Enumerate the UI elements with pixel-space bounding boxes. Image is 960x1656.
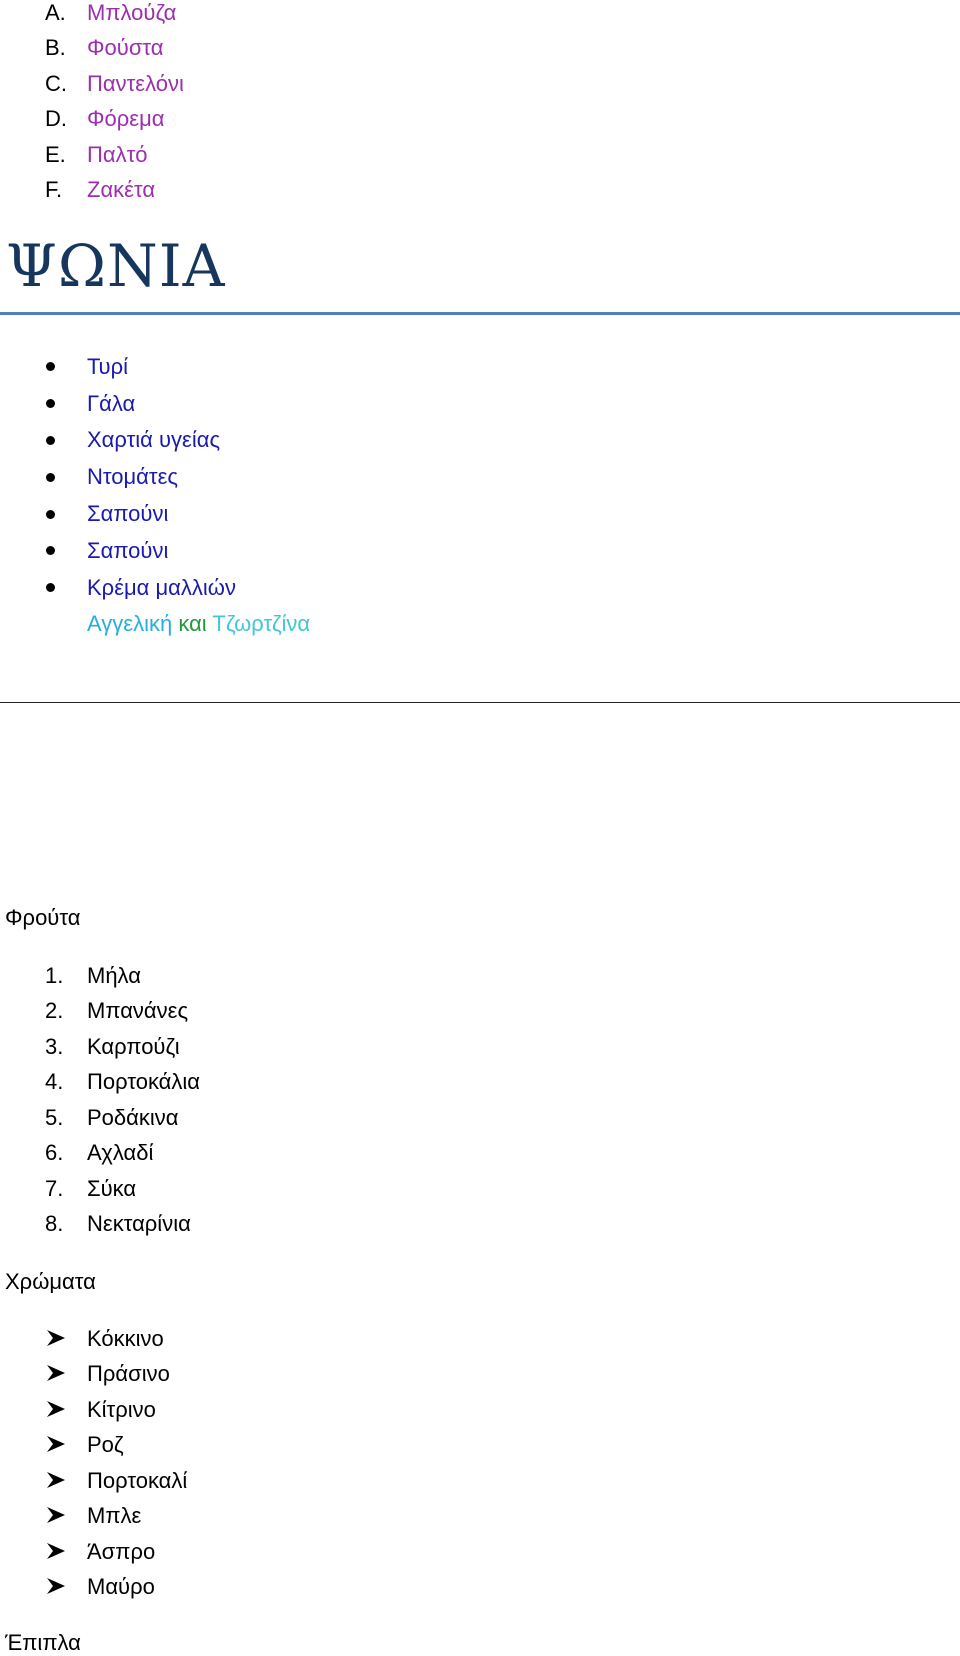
list-marker: 7. xyxy=(45,1176,64,1201)
list-marker: 8. xyxy=(45,1211,64,1236)
list-marker: F. xyxy=(45,177,63,202)
list-marker: 6. xyxy=(45,1140,64,1165)
arrow-bullet-icon xyxy=(46,1471,66,1489)
list-item: Άσπρο xyxy=(87,1539,156,1564)
list-marker: A. xyxy=(45,0,66,25)
bullet-icon xyxy=(46,436,55,445)
name-second: Τζωρτζίνα xyxy=(212,611,311,636)
horizontal-divider xyxy=(0,702,960,703)
arrow-bullet-icon xyxy=(46,1435,66,1453)
name-conjunction: και xyxy=(178,611,207,636)
list-marker: B. xyxy=(45,35,66,60)
list-item: Πορτοκάλια xyxy=(87,1069,200,1094)
bullet-icon xyxy=(46,546,55,555)
list-item: Σύκα xyxy=(87,1176,137,1201)
names-line xyxy=(87,611,310,637)
arrow-bullet-icon xyxy=(46,1400,66,1418)
bullet-icon xyxy=(46,399,55,408)
arrow-bullet-icon xyxy=(46,1506,66,1524)
list-item: Πράσινο xyxy=(87,1361,170,1386)
list-item: Ντομάτες xyxy=(87,464,178,489)
list-item: Πορτοκαλί xyxy=(87,1468,188,1493)
list-marker: 4. xyxy=(45,1069,64,1094)
bullet-icon xyxy=(46,583,55,592)
list-item: Παντελόνι xyxy=(87,71,184,96)
list-item: Φόρεμα xyxy=(87,106,165,131)
list-item: Μπλε xyxy=(87,1503,142,1528)
list-item: Καρπούζι xyxy=(87,1034,180,1059)
bullet-icon xyxy=(46,362,55,371)
arrow-bullet-icon xyxy=(46,1542,66,1560)
list-item: Κρέμα μαλλιών xyxy=(87,575,236,600)
list-item: Μπανάνες xyxy=(87,998,189,1023)
bullet-icon xyxy=(46,510,55,519)
colors-label: Χρώματα xyxy=(5,1269,96,1294)
list-marker: C. xyxy=(45,71,67,96)
list-item: Ροδάκινα xyxy=(87,1105,179,1130)
list-item: Ροζ xyxy=(87,1432,124,1457)
list-item: Χαρτιά υγείας xyxy=(87,427,221,452)
shopping-heading: ΨΩΝΙΑ xyxy=(6,232,226,300)
fruits-label: Φρούτα xyxy=(5,905,81,930)
list-marker: 5. xyxy=(45,1105,64,1130)
heading-underline xyxy=(0,312,960,315)
furniture-label: Έπιπλα xyxy=(5,1630,81,1655)
list-item: Αχλαδί xyxy=(87,1140,154,1165)
list-item: Νεκταρίνια xyxy=(87,1211,191,1236)
list-item: Σαπούνι xyxy=(87,501,169,526)
arrow-bullet-icon xyxy=(46,1364,66,1382)
list-item: Μαύρο xyxy=(87,1574,155,1599)
bullet-icon xyxy=(46,473,55,482)
list-item: Μήλα xyxy=(87,963,141,988)
list-item: Γάλα xyxy=(87,391,136,416)
list-marker: 3. xyxy=(45,1034,64,1059)
list-item: Κόκκινο xyxy=(87,1326,164,1351)
list-item: Κίτρινο xyxy=(87,1397,156,1422)
name-first: Αγγελική xyxy=(87,611,173,636)
arrow-bullet-icon xyxy=(46,1329,66,1347)
list-marker: 2. xyxy=(45,998,64,1023)
list-item: Φούστα xyxy=(87,35,164,60)
list-marker: E. xyxy=(45,142,66,167)
list-item: Τυρί xyxy=(87,354,128,379)
list-marker: D. xyxy=(45,106,67,131)
list-marker: 1. xyxy=(45,963,64,988)
list-item: Μπλούζα xyxy=(87,0,177,25)
arrow-bullet-icon xyxy=(46,1577,66,1595)
list-item: Ζακέτα xyxy=(87,177,156,202)
list-item: Παλτό xyxy=(87,142,148,167)
list-item: Σαπούνι xyxy=(87,538,169,563)
